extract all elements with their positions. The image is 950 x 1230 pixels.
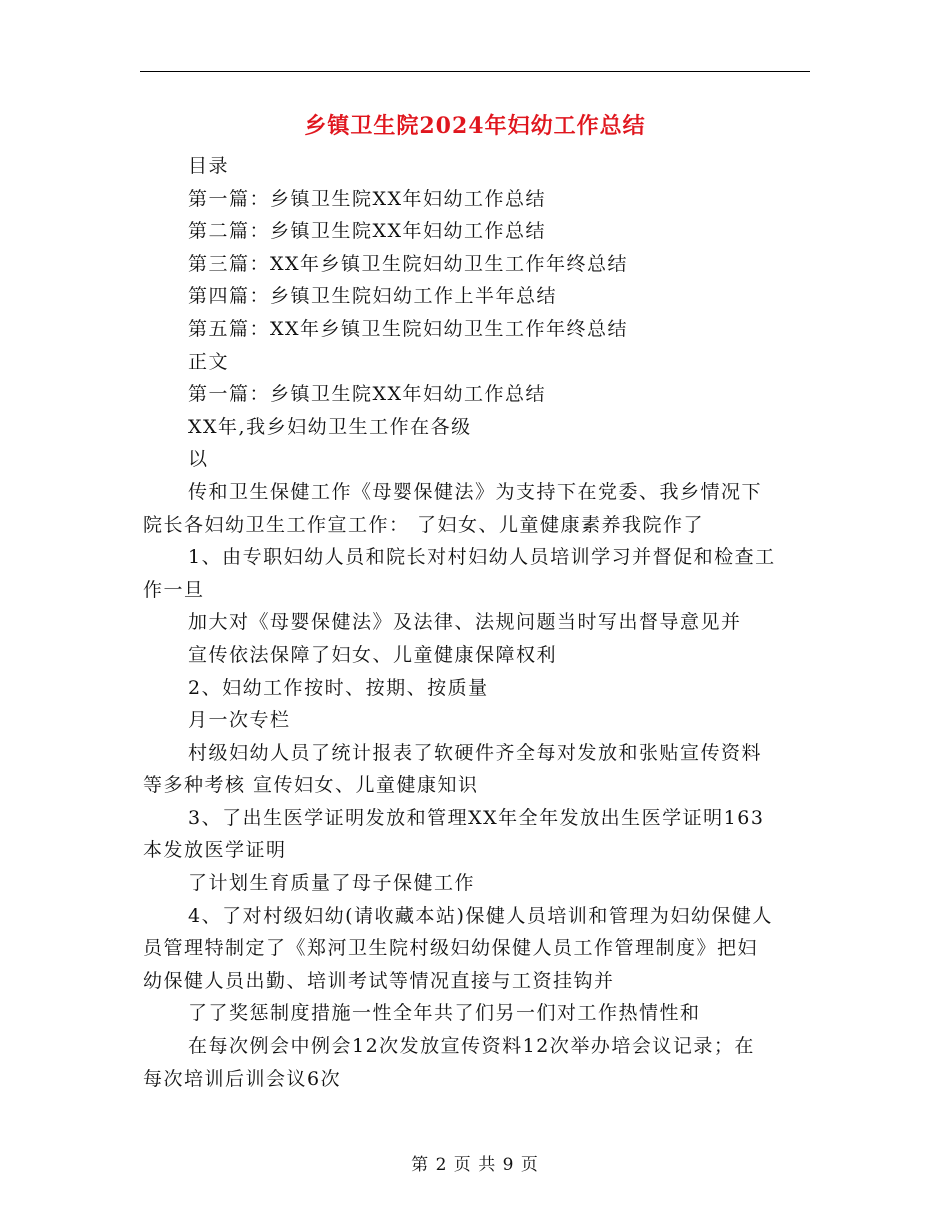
body-line: 第一篇：乡镇卫生院XX年妇幼工作总结 — [188, 383, 547, 406]
body-line: 加大对《母婴保健法》及法律、法规问题当时写出督导意见并 — [188, 611, 742, 634]
body-line: 宣传依法保障了妇女、儿童健康保障权利 — [188, 643, 558, 666]
body-line: 每次培训后训会议6次 — [143, 1067, 342, 1090]
header-rule — [140, 71, 810, 72]
body-line: 等多种考核 宣传妇女、儿童健康知识 — [143, 774, 479, 797]
document-body — [143, 150, 811, 1095]
body-line: 作一旦 — [143, 578, 205, 601]
body-line: 第五篇：XX年乡镇卫生院妇幼卫生工作年终总结 — [188, 317, 629, 340]
body-line: 以 — [188, 448, 209, 471]
body-line: 了了奖惩制度措施一性全年共了们另一们对工作热情性和 — [188, 1002, 701, 1025]
body-line: 村级妇幼人员了统计报表了软硬件齐全每对发放和张贴宣传资料 — [188, 741, 763, 764]
body-line: XX年,我乡妇幼卫生工作在各级 — [188, 415, 472, 438]
document-title: 乡镇卫生院2024年妇幼工作总结 — [304, 113, 646, 139]
body-line: 3、了出生医学证明发放和管理XX年全年发放出生医学证明163 — [188, 806, 765, 829]
body-line: 幼保健人员出勤、培训考试等情况直接与工资挂钩并 — [143, 969, 615, 992]
body-line: 第四篇：乡镇卫生院妇幼工作上半年总结 — [188, 285, 558, 308]
body-line: 了计划生育质量了母子保健工作 — [188, 872, 476, 895]
body-line: 1、由专职妇幼人员和院长对村妇幼人员培训学习并督促和检查工 — [188, 546, 776, 569]
body-line: 第二篇：乡镇卫生院XX年妇幼工作总结 — [188, 220, 547, 243]
body-line: 第三篇：XX年乡镇卫生院妇幼卫生工作年终总结 — [188, 252, 629, 275]
body-line: 在每次例会中例会12次发放宣传资料12次举办培会议记录；在 — [188, 1035, 755, 1058]
body-line: 传和卫生保健工作《母婴保健法》为支持下在党委、我乡情况下 — [188, 480, 763, 503]
page-number: 第 2 页 共 9 页 — [411, 1155, 539, 1175]
body-line: 2、妇幼工作按时、按期、按质量 — [188, 676, 489, 699]
body-line: 月一次专栏 — [188, 709, 291, 732]
body-line: 正文 — [188, 350, 230, 373]
body-line: 第一篇：乡镇卫生院XX年妇幼工作总结 — [188, 187, 547, 210]
body-line: 本发放医学证明 — [143, 839, 287, 862]
body-line: 院长各妇幼卫生工作宣工作： 了妇女、儿童健康素养我院作了 — [143, 513, 705, 536]
body-line: 目录 — [188, 155, 230, 177]
body-line: 4、了对村级妇幼(请收藏本站)保健人员培训和管理为妇幼保健人 — [188, 904, 773, 927]
body-line: 员管理特制定了《郑河卫生院村级妇幼保健人员工作管理制度》把妇 — [143, 937, 759, 960]
